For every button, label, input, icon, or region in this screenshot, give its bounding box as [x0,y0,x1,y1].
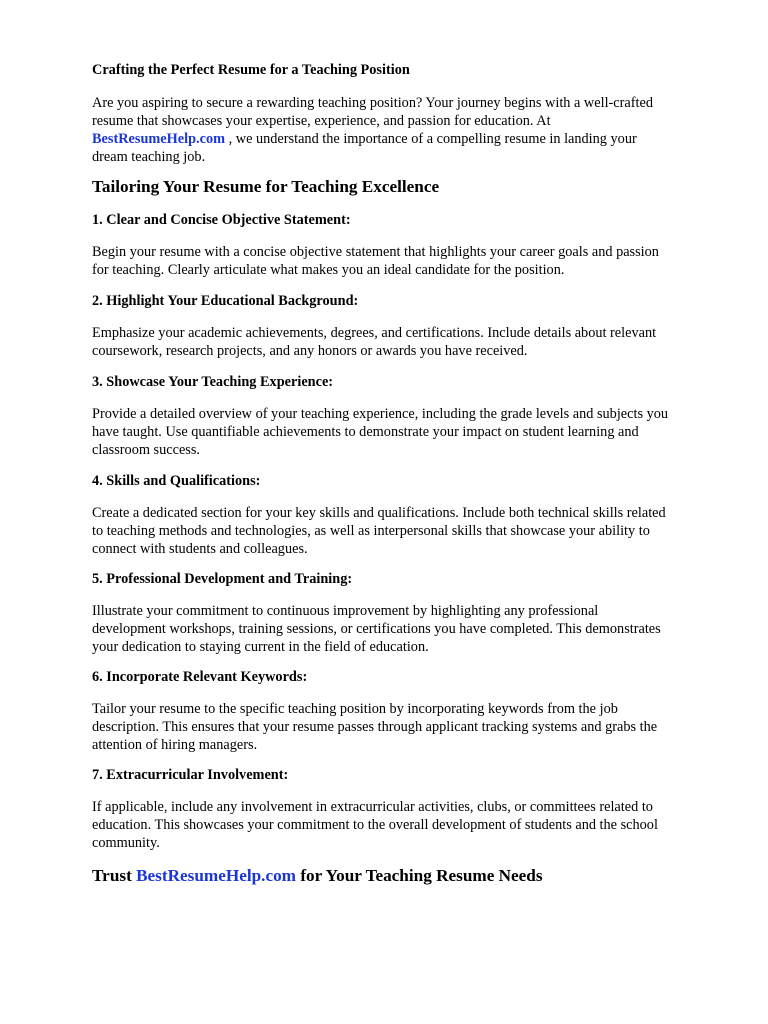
tip-line: Begin your resume with a concise objective statement that highlights your career goals and passion [92,244,659,260]
tip-heading: 7. Extracurricular Involvement: [92,767,289,783]
tip-line: have taught. Use quantifiable achievements to demonstrate your impact on student learning and [92,424,639,440]
tip-paragraph [92,405,724,459]
tip-paragraph [92,700,724,754]
closing-bestresumehelp-link[interactable]: BestResumeHelp.com [136,866,297,885]
tip-line: connect with students and colleagues. [92,541,308,557]
intro-line-4: dream teaching job. [92,149,206,165]
intro-line-2: resume that showcases your expertise, experience, and passion for education. At [92,113,551,129]
tip-line: description. This ensures that your resume passes through applicant tracking systems and grabs the [92,719,658,735]
tip-line: to teaching methods and technologies, as well as interpersonal skills that showcase your ability to [92,523,650,539]
tip-heading: 6. Incorporate Relevant Keywords: [92,669,308,685]
closing-heading [92,865,724,887]
tip-line: Provide a detailed overview of your teaching experience, including the grade levels and subjects you [92,406,669,422]
closing-suffix: for Your Teaching Resume Needs [296,866,543,885]
tip-line: Illustrate your commitment to continuous improvement by highlighting any professional [92,603,599,619]
section-heading: Tailoring Your Resume for Teaching Excellence [92,177,440,196]
closing-prefix: Trust [92,866,137,885]
tip-line: education. This showcases your commitment to the overall development of students and the school [92,817,658,833]
tip-line: attention of hiring managers. [92,737,258,753]
tip-line: If applicable, include any involvement in extracurricular activities, clubs, or committees related to [92,799,653,815]
tip-paragraph [92,324,724,360]
tip-paragraph [92,243,724,279]
intro-line-1: Are you aspiring to secure a rewarding teaching position? Your journey begins with a well-crafted [92,95,653,111]
tip-heading: 1. Clear and Concise Objective Statement: [92,212,351,228]
tip-line: for teaching. Clearly articulate what makes you an ideal candidate for the position. [92,262,565,278]
intro-line-3-rest: , we understand the importance of a compelling resume in landing your [225,131,637,147]
tip-heading: 3. Showcase Your Teaching Experience: [92,374,334,390]
tip-paragraph [92,602,724,656]
tip-heading: 2. Highlight Your Educational Background: [92,293,359,309]
document-title: Crafting the Perfect Resume for a Teaching Position [92,62,410,78]
tip-line: coursework, research projects, and any honors or awards you have received. [92,343,528,359]
tip-line: community. [92,835,160,851]
tip-line: development workshops, training sessions, or certifications you have completed. This demonstrates [92,621,661,637]
tip-line: Tailor your resume to the specific teaching position by incorporating keywords from the job [92,701,618,717]
tip-line: your dedication to staying current in the field of education. [92,639,429,655]
tip-line: classroom success. [92,442,200,458]
intro-paragraph [92,94,724,166]
tip-paragraph [92,504,724,558]
tip-line: Create a dedicated section for your key skills and qualifications. Include both technical skills related [92,505,666,521]
tip-paragraph [92,798,724,852]
intro-line-3 [92,130,724,148]
tip-heading: 4. Skills and Qualifications: [92,473,261,489]
tip-line: Emphasize your academic achievements, degrees, and certifications. Include details about relevant [92,325,657,341]
tip-heading: 5. Professional Development and Training: [92,571,353,587]
bestresumehelp-link[interactable]: BestResumeHelp.com [92,131,226,147]
